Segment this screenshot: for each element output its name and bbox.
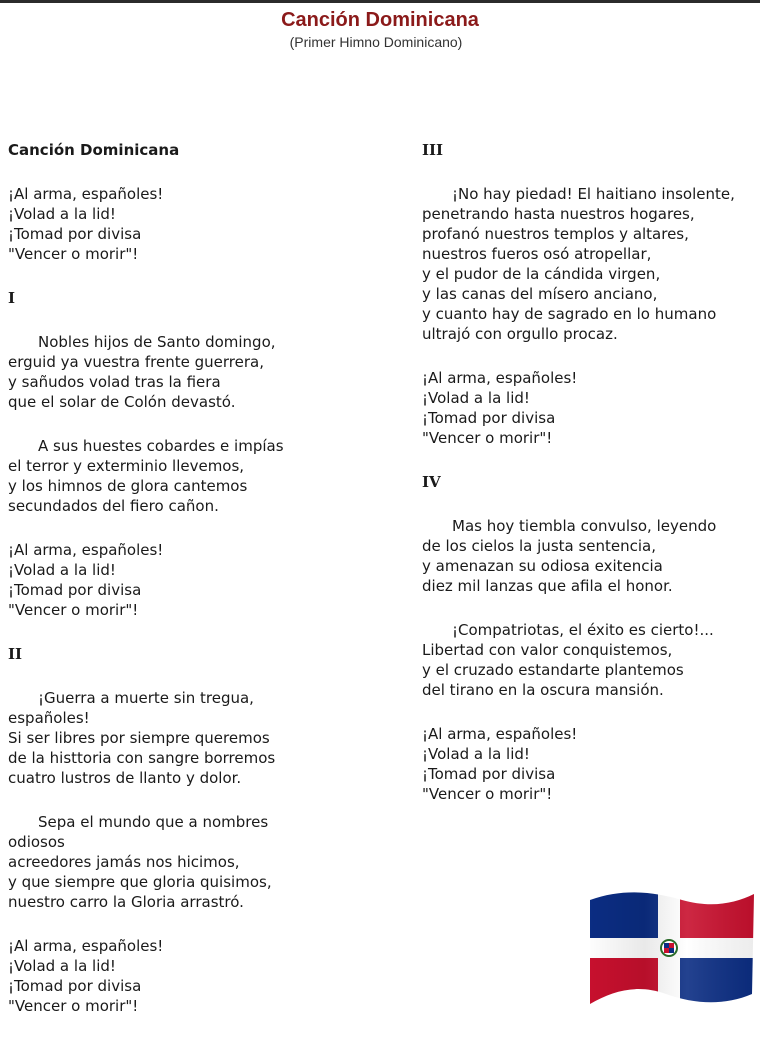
verse-line: y que siempre que gloria quisimos, (8, 873, 272, 891)
verse-line: y sañudos volad tras la fiera (8, 373, 221, 391)
verse-line: ¡Al arma, españoles! (422, 369, 578, 387)
chorus-stanza (422, 368, 760, 448)
verse-line: Nobles hijos de Santo domingo, (38, 333, 276, 351)
verse-line: ¡Al arma, españoles! (422, 725, 578, 743)
verse-line: ¡Volad a la lid! (8, 205, 116, 223)
verse-line: nuestro carro la Gloria arrastró. (8, 893, 244, 911)
verse-line: ¡Tomad por divisa (422, 409, 556, 427)
verse-line: ¡Volad a la lid! (8, 561, 116, 579)
verse-line: el terror y exterminio llevemos, (8, 457, 245, 475)
chorus-stanza (8, 184, 398, 264)
verse-line: Si ser libres por siempre queremos (8, 729, 270, 747)
verse-line: Sepa el mundo que a nombres (38, 813, 269, 831)
verse-stanza (422, 516, 760, 596)
verse-line: ultrajó con orgullo procaz. (422, 325, 618, 343)
verse-stanza (422, 184, 760, 344)
verse-line: ¡No hay piedad! El haitiano insolente, (452, 185, 735, 203)
verse-line: ¡Al arma, españoles! (8, 937, 164, 955)
stanza-heading-i: I (8, 289, 16, 307)
song-title: Canción Dominicana (8, 141, 180, 159)
verse-stanza (8, 812, 398, 912)
left-column (8, 140, 398, 1040)
verse-line: diez mil lanzas que afila el honor. (422, 577, 673, 595)
page-subtitle: (Primer Himno Dominicano) (289, 34, 463, 50)
verse-line: españoles! (8, 709, 90, 727)
top-border (0, 0, 760, 3)
verse-line: ¡Tomad por divisa (8, 581, 142, 599)
verse-line: A sus huestes cobardes e impías (38, 437, 284, 455)
stanza-heading-iii: III (422, 141, 444, 159)
page-title: Canción Dominicana (281, 9, 479, 31)
page-header (0, 8, 760, 52)
verse-line: "Vencer o morir"! (8, 997, 139, 1015)
verse-line: de los cielos la justa sentencia, (422, 537, 657, 555)
verse-line: erguid ya vuestra frente guerrera, (8, 353, 264, 371)
verse-line: profanó nuestros templos y altares, (422, 225, 689, 243)
verse-line: ¡Tomad por divisa (8, 977, 142, 995)
verse-line: de la histtoria con sangre borremos (8, 749, 276, 767)
verse-line: ¡Compatriotas, el éxito es cierto!... (452, 621, 714, 639)
stanza-heading-ii: II (8, 645, 23, 663)
verse-line: "Vencer o morir"! (422, 785, 553, 803)
verse-line: acreedores jamás nos hicimos, (8, 853, 240, 871)
verse-line: Libertad con valor conquistemos, (422, 641, 673, 659)
stanza-heading-iv: IV (422, 473, 441, 491)
chorus-stanza (8, 540, 398, 620)
verse-line: ¡Volad a la lid! (422, 745, 530, 763)
dominican-republic-flag-icon (584, 886, 756, 1008)
verse-line: "Vencer o morir"! (8, 601, 139, 619)
verse-stanza (422, 620, 760, 700)
verse-line: odiosos (8, 833, 65, 851)
verse-line: ¡Tomad por divisa (8, 225, 142, 243)
verse-line: "Vencer o morir"! (8, 245, 139, 263)
verse-line: ¡Al arma, españoles! (8, 185, 164, 203)
chorus-stanza (8, 936, 398, 1016)
verse-line: del tirano en la oscura mansión. (422, 681, 664, 699)
verse-line: cuatro lustros de llanto y dolor. (8, 769, 242, 787)
verse-line: y el pudor de la cándida virgen, (422, 265, 661, 283)
verse-line: nuestros fueros osó atropellar, (422, 245, 652, 263)
verse-line: y cuanto hay de sagrado en lo humano (422, 305, 717, 323)
verse-line: y amenazan su odiosa exitencia (422, 557, 663, 575)
verse-line: que el solar de Colón devastó. (8, 393, 236, 411)
verse-line: y los himnos de glora cantemos (8, 477, 248, 495)
verse-line: ¡Volad a la lid! (422, 389, 530, 407)
verse-line: ¡Tomad por divisa (422, 765, 556, 783)
verse-line: ¡Volad a la lid! (8, 957, 116, 975)
verse-line: ¡Guerra a muerte sin tregua, (38, 689, 254, 707)
verse-line: secundados del fiero cañon. (8, 497, 219, 515)
chorus-stanza (422, 724, 760, 804)
verse-stanza (8, 436, 398, 516)
verse-line: ¡Al arma, españoles! (8, 541, 164, 559)
verse-stanza (8, 332, 398, 412)
verse-stanza (8, 688, 398, 788)
verse-line: y el cruzado estandarte plantemos (422, 661, 684, 679)
verse-line: y las canas del mísero anciano, (422, 285, 658, 303)
verse-line: "Vencer o morir"! (422, 429, 553, 447)
verse-line: penetrando hasta nuestros hogares, (422, 205, 695, 223)
verse-line: Mas hoy tiembla convulso, leyendo (452, 517, 717, 535)
right-column (422, 140, 760, 828)
